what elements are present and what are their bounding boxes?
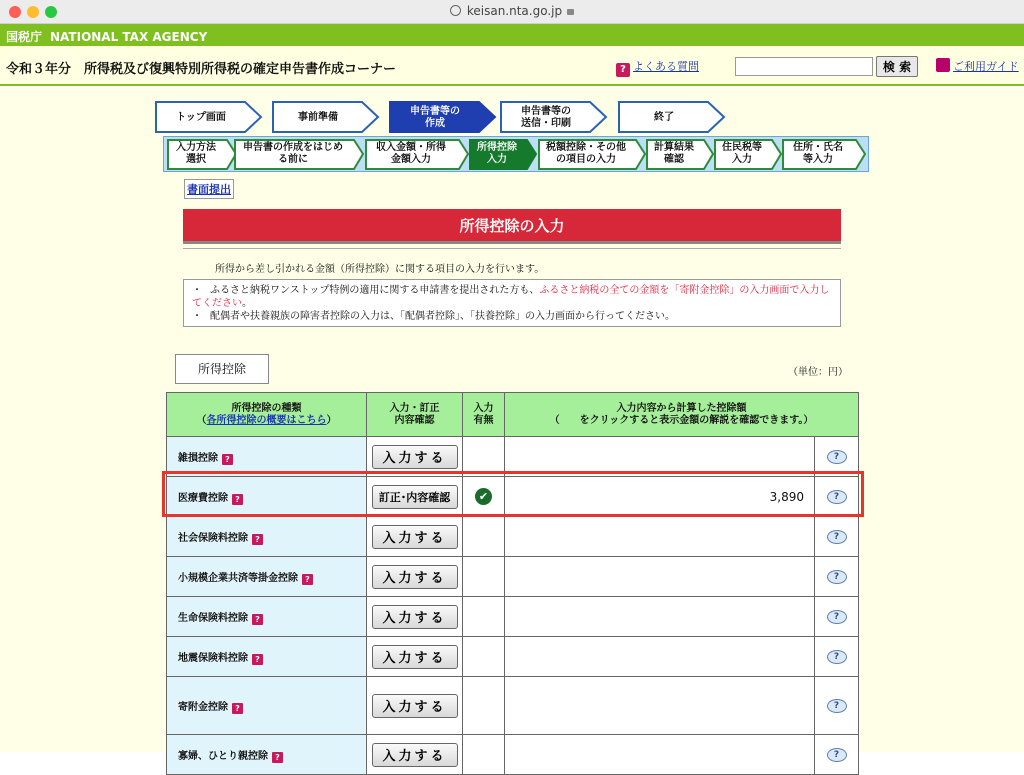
table-row — [167, 517, 859, 557]
entered-cell — [463, 517, 505, 557]
substep-label: 申告書の作成をはじめ — [243, 142, 343, 153]
step-label: 作成 — [425, 118, 445, 129]
guide-label: ご利用ガイド — [953, 60, 1019, 73]
check-icon: ✔ — [475, 488, 492, 505]
input-button[interactable]: 入力する — [372, 445, 458, 469]
deduction-name-text: 小規模企業共済等掛金控除 — [178, 572, 298, 584]
input-button[interactable]: 入力する — [372, 645, 458, 669]
substep-label: 収入金額・所得 — [376, 142, 446, 153]
substep-result[interactable] — [646, 139, 714, 170]
entered-cell — [463, 677, 505, 735]
question-icon[interactable]: ? — [252, 654, 263, 665]
question-icon[interactable]: ? — [232, 494, 243, 505]
amount-cell — [505, 557, 815, 597]
url-text: keisan.nta.go.jp — [466, 4, 563, 18]
deduction-name — [167, 477, 367, 517]
note-bullet: ・ — [192, 311, 202, 322]
table-header-row — [167, 393, 859, 437]
substep-label: 入力 — [487, 154, 507, 165]
question-icon[interactable]: ? — [232, 703, 243, 714]
col-input-label: 入力・訂正 — [389, 402, 440, 414]
note-text: 。 — [242, 298, 252, 309]
help-icon[interactable]: ? — [827, 610, 847, 624]
substep-label: 選択 — [186, 154, 206, 165]
table-row — [167, 477, 859, 517]
entered-cell — [463, 735, 505, 775]
section-header: 所得控除の入力 — [183, 209, 841, 244]
page-title: 令和３年分 所得税及び復興特別所得税の確定申告書作成コーナー — [6, 62, 397, 77]
note-bullet: ・ — [192, 285, 202, 296]
help-cell — [815, 517, 859, 557]
substep-before[interactable] — [234, 139, 364, 170]
col-amount-label: 入力内容から計算した控除額 — [616, 402, 747, 414]
question-icon[interactable]: ? — [252, 614, 263, 625]
substep-method[interactable] — [167, 139, 237, 170]
input-button[interactable]: 入力する — [372, 605, 458, 629]
entered-cell — [463, 557, 505, 597]
help-cell — [815, 437, 859, 477]
help-cell — [815, 597, 859, 637]
help-cell — [815, 735, 859, 775]
substep-label: 所得控除 — [477, 142, 517, 153]
main-content — [0, 88, 1024, 764]
deduction-name — [167, 517, 367, 557]
help-icon[interactable]: ? — [827, 748, 847, 762]
entered-cell — [463, 477, 505, 517]
deduction-table — [166, 392, 859, 437]
col-type-sub — [167, 415, 366, 427]
page-header — [0, 46, 1024, 86]
input-button[interactable]: 入力する — [372, 525, 458, 549]
page-description: 所得から差し引かれる金額（所得控除）に関する項目の入力を行います。 — [183, 248, 841, 274]
table-row — [167, 637, 859, 677]
paren: （ — [196, 414, 207, 426]
deduction-name — [167, 677, 367, 735]
substep-label: 税額控除・その他 — [546, 142, 626, 153]
deduction-name-text: 雑損控除 — [178, 452, 218, 464]
substep-label: 等入力 — [803, 154, 833, 165]
step-top[interactable] — [155, 101, 263, 133]
deduction-name-text: 地震保険料控除 — [178, 652, 248, 664]
input-button[interactable]: 入力する — [372, 694, 458, 718]
substep-resident[interactable] — [714, 139, 782, 170]
question-icon[interactable]: ? — [252, 534, 263, 545]
input-cell — [367, 477, 463, 517]
col-amount-label: （ をクリックすると表示金額の解説を確認できます。） — [549, 414, 814, 426]
note-text: 配偶者や扶養親族の障害者控除の入力は、「配偶者控除」、「扶養控除」の入力画面から行ってください。 — [210, 311, 675, 322]
unit-label: （単位：円） — [788, 367, 848, 378]
col-entered-label: 有無 — [473, 414, 494, 426]
substep-income[interactable] — [365, 139, 469, 170]
step-create[interactable] — [389, 101, 497, 133]
search-button[interactable]: 検 索 — [876, 56, 918, 77]
amount-cell — [505, 735, 815, 775]
substep-label: 住民税等 — [722, 142, 762, 153]
deduction-name — [167, 735, 367, 775]
col-type-label: 所得控除の種類 — [231, 402, 302, 414]
search-input[interactable] — [735, 57, 873, 76]
input-button[interactable]: 入力する — [372, 565, 458, 589]
input-cell — [367, 735, 463, 775]
input-cell — [367, 557, 463, 597]
faq-link[interactable] — [616, 58, 699, 77]
step-prep[interactable] — [272, 101, 380, 133]
step-label: 事前準備 — [298, 112, 338, 123]
substep-label: 計算結果 — [654, 142, 694, 153]
sub-steps — [163, 136, 869, 172]
deduction-name-text: 寡婦、ひとり親控除 — [178, 750, 268, 762]
entered-cell — [463, 437, 505, 477]
faq-label: よくある質問 — [633, 60, 699, 73]
lock-icon — [567, 9, 574, 15]
globe-icon — [450, 5, 461, 16]
step-label: 送信・印刷 — [521, 118, 571, 129]
substep-label: る前に — [278, 154, 308, 165]
window-titlebar — [0, 0, 1024, 24]
question-icon[interactable]: ? — [272, 752, 283, 763]
agency-name-jp[interactable]: 国税庁 — [6, 30, 43, 44]
help-icon[interactable]: ? — [827, 450, 847, 464]
notes-box — [183, 279, 841, 327]
note-2 — [192, 310, 832, 323]
amount-cell — [505, 637, 815, 677]
help-icon[interactable]: ? — [827, 570, 847, 584]
substep-label: 金額入力 — [391, 154, 431, 165]
step-end[interactable] — [618, 101, 726, 133]
entered-cell — [463, 637, 505, 677]
question-icon[interactable]: ? — [302, 574, 313, 585]
amount-cell — [505, 677, 815, 735]
deduction-tab: 所得控除 — [175, 354, 269, 384]
note-1 — [192, 284, 832, 310]
agency-bar — [0, 24, 1024, 46]
table-row — [167, 557, 859, 597]
step-label: 申告書等の — [521, 106, 571, 117]
deduction-name-text: 寄附金控除 — [178, 701, 228, 713]
input-cell — [367, 437, 463, 477]
paper-submission-button[interactable]: 書面提出 — [184, 179, 234, 199]
col-entered-label: 入力 — [473, 402, 494, 414]
help-icon[interactable]: ? — [827, 530, 847, 544]
step-label: トップ画面 — [176, 112, 226, 123]
input-cell — [367, 637, 463, 677]
amount-cell — [505, 437, 815, 477]
help-cell — [815, 677, 859, 735]
col-input — [367, 393, 463, 437]
substep-label: 住所・氏名 — [793, 142, 843, 153]
substep-label: 入力方法 — [176, 142, 216, 153]
help-cell — [815, 557, 859, 597]
help-icon[interactable]: ? — [827, 490, 847, 504]
note-red-text: ふるさと納税の全ての金額を「寄附金控除」の入力画面で入力してください — [192, 285, 830, 309]
entered-cell — [463, 597, 505, 637]
deduction-name-text: 社会保険料控除 — [178, 532, 248, 544]
help-icon[interactable]: ? — [827, 699, 847, 713]
step-label: 申告書等の — [410, 106, 460, 117]
note-text: ふるさと納税ワンストップ特例の適用に関する申請書を提出された方も、 — [210, 285, 540, 296]
question-icon[interactable]: ? — [222, 454, 233, 465]
substep-taxcredit[interactable] — [538, 139, 646, 170]
table-row — [167, 597, 859, 637]
col-amount — [505, 393, 859, 437]
deduction-name — [167, 637, 367, 677]
table-row — [167, 677, 859, 735]
help-cell — [815, 637, 859, 677]
deduction-name-text: 生命保険料控除 — [178, 612, 248, 624]
substep-address[interactable] — [782, 139, 866, 170]
deduction-rows — [166, 436, 859, 775]
table-row — [167, 735, 859, 775]
amount-cell — [505, 597, 815, 637]
help-icon[interactable]: ? — [827, 650, 847, 664]
deduction-name — [167, 597, 367, 637]
deduction-name — [167, 557, 367, 597]
input-button[interactable]: 入力する — [372, 743, 458, 767]
paren: ） — [326, 414, 337, 426]
question-icon: ? — [616, 63, 630, 77]
substep-deduction[interactable] — [469, 139, 537, 170]
substep-label: 入力 — [732, 154, 752, 165]
input-cell — [367, 597, 463, 637]
deduction-name-text: 医療費控除 — [178, 492, 228, 504]
help-cell — [815, 477, 859, 517]
input-button[interactable]: 訂正･内容確認 — [372, 485, 458, 509]
guide-link[interactable] — [936, 58, 1019, 74]
step-label: 終了 — [654, 112, 674, 123]
deduction-name — [167, 437, 367, 477]
col-type — [167, 393, 367, 437]
table-row — [167, 437, 859, 477]
address-bar[interactable] — [0, 4, 1024, 18]
amount-cell — [505, 517, 815, 557]
agency-name-en[interactable]: NATIONAL TAX AGENCY — [50, 30, 208, 44]
input-cell — [367, 517, 463, 557]
input-cell — [367, 677, 463, 735]
substep-label: 確認 — [664, 154, 684, 165]
overview-link[interactable]: 各所得控除の概要はこちら — [206, 414, 327, 426]
col-input-label: 内容確認 — [394, 414, 435, 426]
col-entered — [463, 393, 505, 437]
substep-label: の項目の入力 — [556, 154, 616, 165]
amount-cell: 3,890 — [505, 477, 815, 517]
step-send[interactable] — [500, 101, 608, 133]
book-icon — [936, 58, 950, 72]
